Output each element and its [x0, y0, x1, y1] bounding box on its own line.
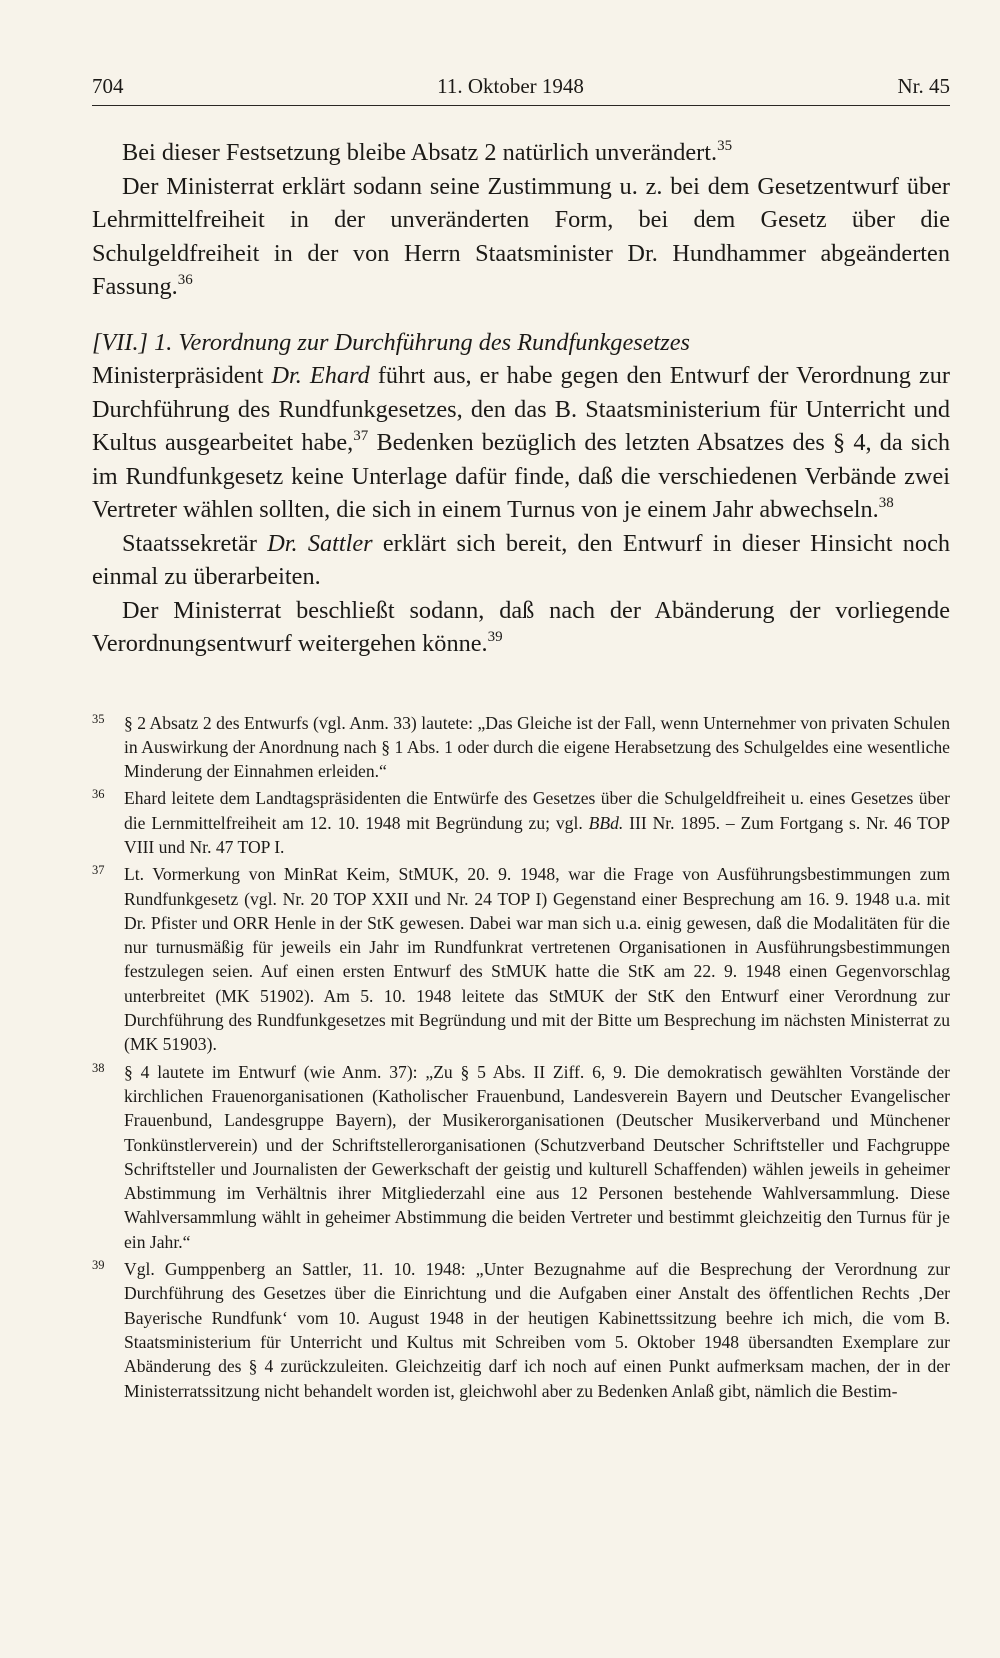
main-text — [92, 136, 950, 661]
footnote-text: Vgl. Gumppenberg an Sattler, 11. 10. 1948: „Unter Bezugnahme auf die Besprechung der Verordnung zur Durchführung des Gesetzes über die Einrichtung und die Aufgaben einer Anstalt des öffentlichen Rechts ‚Der Bayerische Rundfunk‘ vom 10. August 1948 in der heutigen Kabinettssitzung beehre ich mich, die vom B. Staatsministerium für Unterricht und Kultus mit Schreiben vom 5. Oktober 1948 übersandten Exemplare zur Abänderung des § 4 zurückzuleiten. Gleichzeitig darf ich noch auf einen Punkt aufmerksam machen, der in der Ministerratssitzung nicht behandelt worden ist, gleichwohl aber zu Bedenken Anlaß gibt, nämlich die Bestim- — [124, 1259, 950, 1401]
footnote-number: 38 — [92, 1060, 105, 1075]
page-number: 704 — [92, 74, 124, 98]
footnote-number: 35 — [92, 711, 105, 726]
footnote-ref[interactable]: 36 — [177, 272, 193, 288]
header-issue: Nr. 45 — [897, 74, 950, 98]
footnote-ref[interactable]: 37 — [353, 428, 369, 444]
speaker-name: Dr. Ehard — [271, 362, 370, 389]
footnote-ref[interactable]: 38 — [878, 495, 894, 511]
paragraph: Der Ministerrat beschließt sodann, daß nach der Abänderung der vorliegende Verordnungsentwurf weitergehen könne.$^{39}$ — [92, 596, 950, 657]
section-title-text: 1. Verordnung zur Durchführung des Rundfunkgesetzes — [154, 328, 690, 356]
footnote — [92, 786, 950, 859]
footnote-ref[interactable]: 39 — [487, 629, 503, 645]
speaker-name: Dr. Sattler — [267, 529, 373, 557]
footnote — [92, 711, 950, 784]
footnote — [92, 1257, 950, 1403]
footnote-text: § 4 lautete im Entwurf (wie Anm. 37): „Zu § 5 Abs. II Ziff. 6, 9. Die demokratisch gewählten Vorstände der kirchlichen Frauenorganisationen (Katholischer Frauenbund, Landesverein Bayern und Deutscher Evangelischer Frauenbund, Landesgruppe Bayern), der Musikerorganisationen (Deutscher Musikerverband und Münchener Tonkünstlerverein) und der Schriftstellerorganisationen (Schutzverband Deutscher Schriftsteller und Fachgruppe Schriftsteller und Journalisten der Gewerkschaft der geistig und kulturell Schaffenden) wählen jeweils in geheimer Abstimmung im Verhältnis ihrer Mitgliederzahl eine aus 12 Personen bestehende Wahlversammlung. Diese Wahlversammlung wählt in geheimer Abstimmung die beiden Vertreter und bestimmt gleichzeitig den Turnus für je ein Jahr.“ — [124, 1061, 950, 1252]
paragraph: Ministerpräsident Dr. Ehard führt aus, er habe gegen den Entwurf der Verordnung zur Durchführung des Rundfunkgesetzes, den das B. Staatsministerium für Unterricht und Kultus ausgearbeitet habe,$^{37}$ Bedenken bezüglich des letzten Absatzes des § 4, da sich im Rundfunkgesetz keine Unterlage dafür finde, daß die verschiedenen Verbände zwei Vertreter wählen sollten, die sich in einem Turnus von je einem Jahr abwechseln.$^{38}$ — [92, 362, 950, 523]
footnote-number: 36 — [92, 787, 105, 802]
section-heading — [92, 326, 950, 360]
reference-abbrev: BBd. — [588, 812, 624, 833]
running-header — [92, 74, 950, 106]
footnote-number: 37 — [92, 863, 105, 878]
footnote-ref[interactable]: 35 — [717, 138, 733, 154]
footnote-text: § 2 Absatz 2 des Entwurfs (vgl. Anm. 33) lautete: „Das Gleiche ist der Fall, wenn Unternehmer von privaten Schulen in Auswirkung der Anordnung nach § 1 Abs. 1 oder durch die eigene Herabsetzung des Schulgeldes eine wesentliche Minderung der Einnahmen erleiden.“ — [124, 712, 950, 782]
footnote — [92, 1060, 950, 1254]
section-number: [VII.] — [92, 328, 149, 356]
header-date: 11. Oktober 1948 — [437, 74, 584, 98]
footnote-text: Lt. Vormerkung von MinRat Keim, StMUK, 20. 9. 1948, war die Frage von Ausführungsbestimmungen zum Rundfunkgesetz (vgl. Nr. 20 TOP XXII und Nr. 24 TOP I) Gegenstand einer Besprechung am 16. 9. 1948 u.a. mit Dr. Pfister und ORR Henle in der StK gewesen. Dabei war man sich u.a. einig gewesen, daß die Modalitäten für die nur turnusmäßig für jeweils ein Jahr im Rundfunkrat vertretenen Organisationen in Ausführungsbestimmungen festzulegen seien. Auf einen ersten Entwurf des StMUK hatte die StK am 22. 9. 1948 einen Gegenvorschlag unterbreitet (MK 51902). Am 5. 10. 1948 leitete das StMUK der StK den Entwurf einer Verordnung zur Durchführung des Rundfunkgesetzes mit Begründung und mit der Bitte um Besprechung im nächsten Ministerrat zu (MK 51903). — [124, 864, 950, 1055]
paragraph: Der Ministerrat erklärt sodann seine Zustimmung u. z. bei dem Gesetzentwurf über Lehrmittelfreiheit in der unveränderten Form, bei dem Gesetz über die Schulgeldfreiheit in der von Herrn Staatsminister Dr. Hundhammer abgeänderten Fassung.$^{36}$ — [92, 172, 950, 300]
document-page — [92, 74, 950, 1406]
paragraph: Bei dieser Festsetzung bleibe Absatz 2 natürlich unverändert.$^{35}$ — [122, 138, 733, 166]
footnote-number: 39 — [92, 1258, 105, 1273]
paragraph: Staatssekretär Dr. Sattler erklärt sich bereit, den Entwurf in dieser Hinsicht noch einmal zu überarbeiten. — [92, 529, 950, 590]
footnote — [92, 862, 950, 1056]
footnotes — [92, 711, 950, 1403]
footnote-text: Ehard leitete dem Landtagspräsidenten die Entwürfe des Gesetzes über die Schulgeldfreiheit u. eines Gesetzes über die Lernmittelfreiheit am 12. 10. 1948 mit Begründung zu; vgl. BBd. III Nr. 1895. – Zum Fortgang s. Nr. 46 TOP VIII und Nr. 47 TOP I. — [124, 788, 950, 857]
